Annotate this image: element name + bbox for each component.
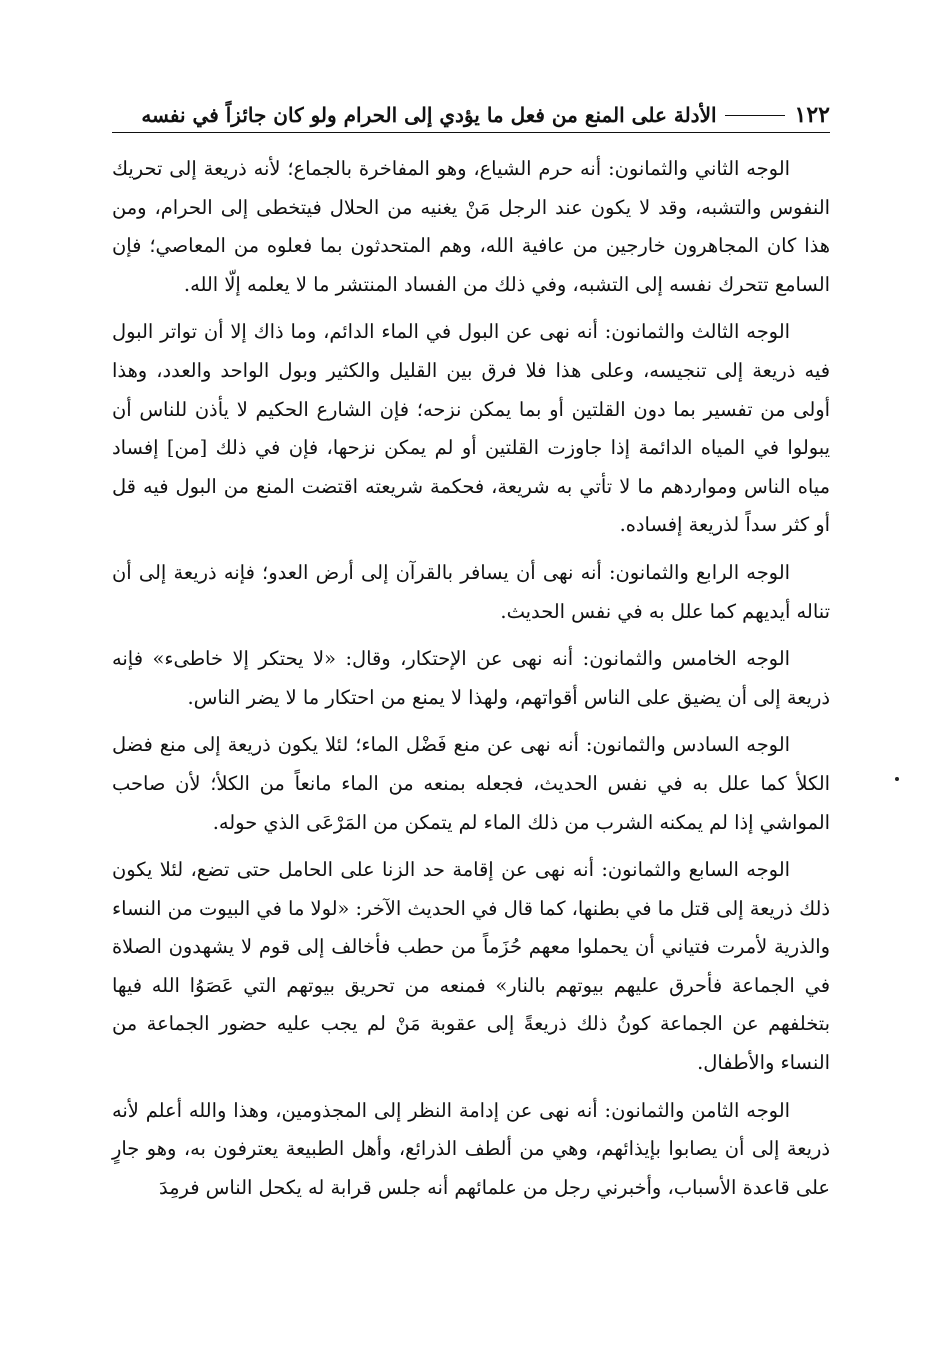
margin-dot [895, 777, 899, 781]
paragraph-84: الوجه الرابع والثمانون: أنه نهى أن يسافر بالقرآن إلى أرض العدو؛ فإنه ذريعة إلى أن تناله أيديهم كما علل به في نفس الحديث. [112, 560, 830, 623]
header-rule [725, 115, 785, 116]
running-header [112, 98, 830, 133]
paragraph-87: الوجه السابع والثمانون: أنه نهى عن إقامة حد الزنا على الحامل حتى تضع، لئلا يكون ذلك ذريعة إلى قتل ما في بطنها، كما قال في الحديث الآخر: «لولا ما في البيوت من النساء والذرية لأمرت فتياني أن يحملوا معهم حُزَماً من حطب فأخالف إلى قوم لا يشهدون الصلاة في الجماعة فأحرق عليهم بيوتهم بالنار» فمنعه من تحريق بيوتهم التي عَصَوُا الله فيها بتخلفهم عن الجماعة كونُ ذلك ذريعةً إلى عقوبة مَنْ لم يجب عليه حضور الجماعة من النساء والأطفال. [112, 858, 830, 1075]
paragraph-88: الوجه الثامن والثمانون: أنه نهى عن إدامة النظر إلى المجذومين، وهذا والله أعلم لأنه ذريعة إلى أن يصابوا بإيذائهم، وهي من ألطف الذرائع، وأهل الطبيعة يعترفون به، وهو جارٍ على قاعدة الأسباب، وأخبرني رجل من علمائهم أنه جلس قرابة له يكحل الناس فرمِدَ [112, 1098, 830, 1199]
paragraph-83: الوجه الثالث والثمانون: أنه نهى عن البول في الماء الدائم، وما ذاك إلا أن تواتر البول فيه ذريعة إلى تنجيسه، وعلى هذا فلا فرق بين القليل والكثير وبول الواحد والعدد، وهذا أولى من تفسير بما دون القلتين أو بما يمكن نزحه؛ فإن الشارع الحكيم لا يأذن للناس أن يبولوا في المياه الدائمة إذا جاوزت القلتين أو لم يمكن نزحها، فإن في ذلك [من] إفساد مياه الناس ومواردهم ما لا تأتي به شريعة، فحكمة شريعته اقتضت المنع من البول فيه قل أو كثر سداً لذريعة إفساده. [112, 320, 830, 537]
paragraph-86: الوجه السادس والثمانون: أنه نهى عن منع فَضْل الماء؛ لئلا يكون ذريعة إلى منع فضل الكلأ كما علل به في نفس الحديث، فجعله بمنعه من الماء مانعاً من الكلأ؛ لأن صاحب المواشي إذا لم يمكنه الشرب من ذلك الماء لم يتمكن من المَرْعَى الذي حوله. [112, 733, 830, 834]
paragraph-82: الوجه الثاني والثمانون: أنه حرم الشياع، وهو المفاخرة بالجماع؛ لأنه ذريعة إلى تحريك النفوس والتشبه، وقد لا يكون عند الرجل مَنْ يغنيه من الحلال فيتخطى إلى الحرام، ومن هذا كان المجاهرون خارجين من عافية الله، وهم المتحدثون بما فعلوه من المعاصي؛ فإن السامع تتحرك نفسه إلى التشبه، وفي ذلك من الفساد المنتشر ما لا يعلمه إلّا الله. [112, 157, 830, 296]
paragraph-85: الوجه الخامس والثمانون: أنه نهى عن الإحتكار، وقال: «لا يحتكر إلا خاطىء» فإنه ذريعة إلى أن يضيق على الناس أقواتهم، ولهذا لا يمنع من احتكار ما لا يضر الناس. [112, 647, 830, 709]
page-body [112, 150, 830, 1216]
page-number: ١٢٢ [794, 102, 830, 128]
running-title: الأدلة على المنع من فعل ما يؤدي إلى الحرام ولو كان جائزاً في نفسه [141, 103, 717, 127]
